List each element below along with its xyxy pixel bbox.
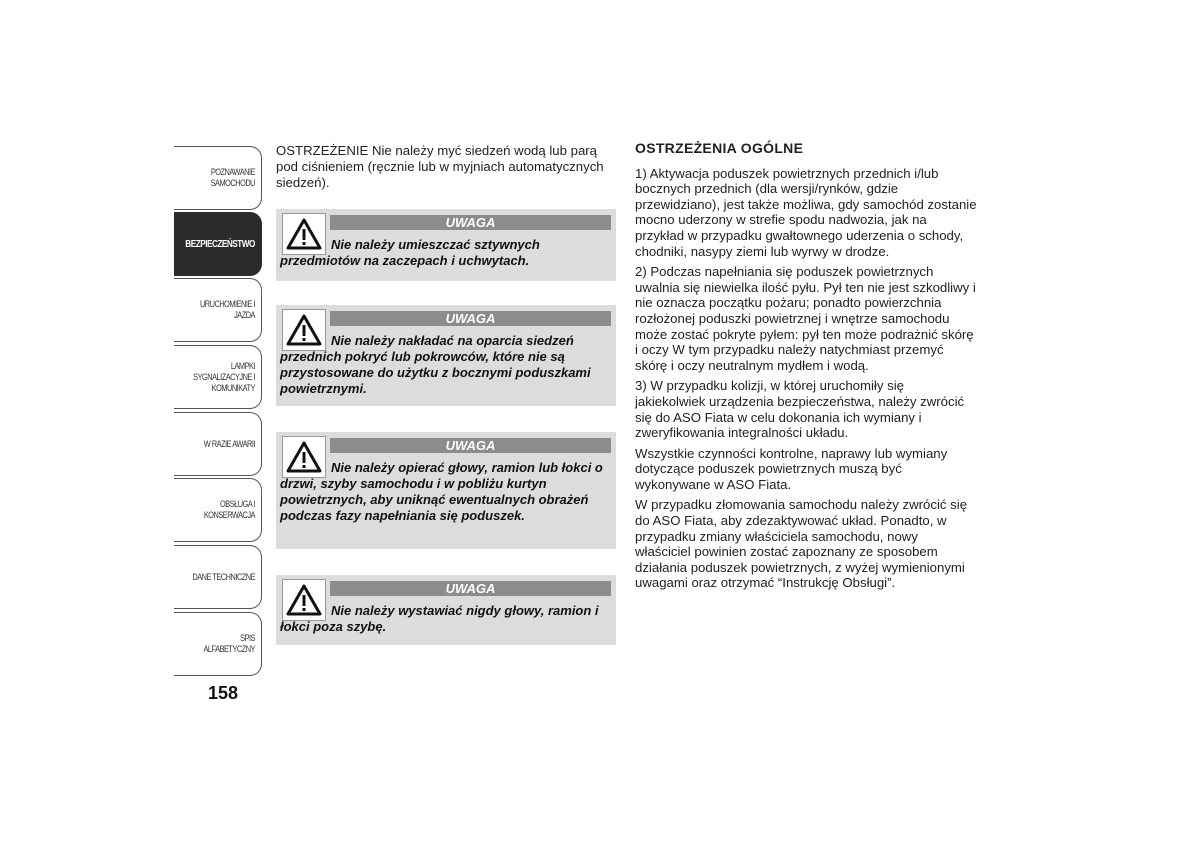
section-heading: OSTRZEŻENIA OGÓLNE (635, 140, 804, 156)
tab-label: SPIS ALFABETYCZNY (203, 633, 255, 654)
warning-title: UWAGA (330, 581, 611, 596)
tab-poznawanie-samochodu[interactable] (174, 146, 262, 210)
warning-box (276, 432, 616, 549)
warning-box (276, 209, 616, 281)
warning-box (276, 575, 616, 645)
tab-label: W RAZIE AWARII (203, 438, 255, 449)
tab-label: DANE TECHNICZNE (192, 571, 255, 582)
warning-title: UWAGA (330, 311, 611, 326)
tab-label: POZNAWANIE SAMOCHODU (210, 167, 255, 188)
tab-dane-techniczne[interactable] (174, 545, 262, 609)
warning-text: Nie należy nakładać na oparcia siedzeń przednich pokryć lub pokrowców, które nie są przystosowane do użytku z bocznymi poduszkami powietrznymi. (280, 333, 591, 396)
tab-label: URUCHOMIENIE I JAZDA (199, 299, 255, 320)
tab-lampki[interactable] (174, 345, 262, 409)
tab-label: OBSŁUGA I KONSERWACJA (203, 499, 255, 520)
paragraph: 3) W przypadku kolizji, w której uruchomiły się jakiekolwiek urządzenia bezpieczeństwa, należy zwrócić się do ASO Fiata w celu dokonania ich wymiany i zweryfikowania integralności układu. (635, 378, 965, 441)
warning-text: Nie należy wystawiać nigdy głowy, ramion i łokci poza szybę. (280, 603, 599, 634)
warning-text: Nie należy opierać głowy, ramion lub łokci o drzwi, szyby samochodu i w pobliżu kurtyn powietrznych, aby uniknąć ewentualnych obrażeń podczas fazy napełniania się poduszek. (280, 460, 603, 523)
warning-title: UWAGA (330, 215, 611, 230)
warning-text: Nie należy umieszczać sztywnych przedmiotów na zaczepach i uchwytach. (280, 237, 540, 268)
tab-spis-alfabetyczny[interactable] (174, 612, 262, 676)
intro-paragraph: OSTRZEŻENIE Nie należy myć siedzeń wodą lub parą pod ciśnieniem (ręcznie lub w myjniach automatycznych siedzeń). (276, 143, 604, 190)
tab-bezpieczenstwo[interactable] (174, 212, 262, 276)
tab-w-razie-awarii[interactable] (174, 412, 262, 476)
warning-title: UWAGA (330, 438, 611, 453)
paragraph: 1) Aktywacja poduszek powietrznych przednich i/lub bocznych przednich (dla wersji/rynków, gdzie przewidziano), jest także możliwa, gdy samochód zostanie mocno uderzony w strefie spodu nadwozia, jak na przykład w przypadku gwałtownego uderzenia o schody, chodniki, nasypy ziemi lub wyrwy w drodze. (635, 165, 977, 259)
paragraph: Wszystkie czynności kontrolne, naprawy lub wymiany dotyczące poduszek powietrznych muszą być wykonywane w ASO Fiata. (635, 445, 948, 492)
tab-label: BEZPIECZEŃSTWO (185, 238, 255, 250)
tab-label: LAMPKI SYGNALIZACYJNE I KOMUNIKATY (193, 360, 255, 393)
tab-obsluga-konserwacja[interactable] (174, 478, 262, 542)
paragraph: 2) Podczas napełniania się poduszek powietrznych uwalnia się niewielka ilość pyłu. Pył ten nie jest szkodliwy i nie oznacza początku pożaru; ponadto powierzchnia rozłożonej poduszki powietrznej i wnętrze samochodu może zostać pokryte pyłem: pył ten może podrażnić skórę i oczy W tym przypadku należy natychmiast przemyć skórę i oczy neutralnym mydłem i wodą. (635, 264, 976, 373)
page-number: 158 (208, 683, 239, 703)
warning-box (276, 305, 616, 406)
tab-uruchomienie-jazda[interactable] (174, 278, 262, 342)
general-warnings-section (635, 141, 977, 596)
paragraph: W przypadku złomowania samochodu należy zwrócić się do ASO Fiata, aby zdezaktywować układ. Ponadto, w przypadku zmiany właściciela samochodu, nowy właściciel powinien zostać zapoznany ze sposobem działania poduszek powietrznych, z wyżej wymienionymi uwagami oraz otrzymać “Instrukcję Obsługi”. (635, 497, 968, 591)
